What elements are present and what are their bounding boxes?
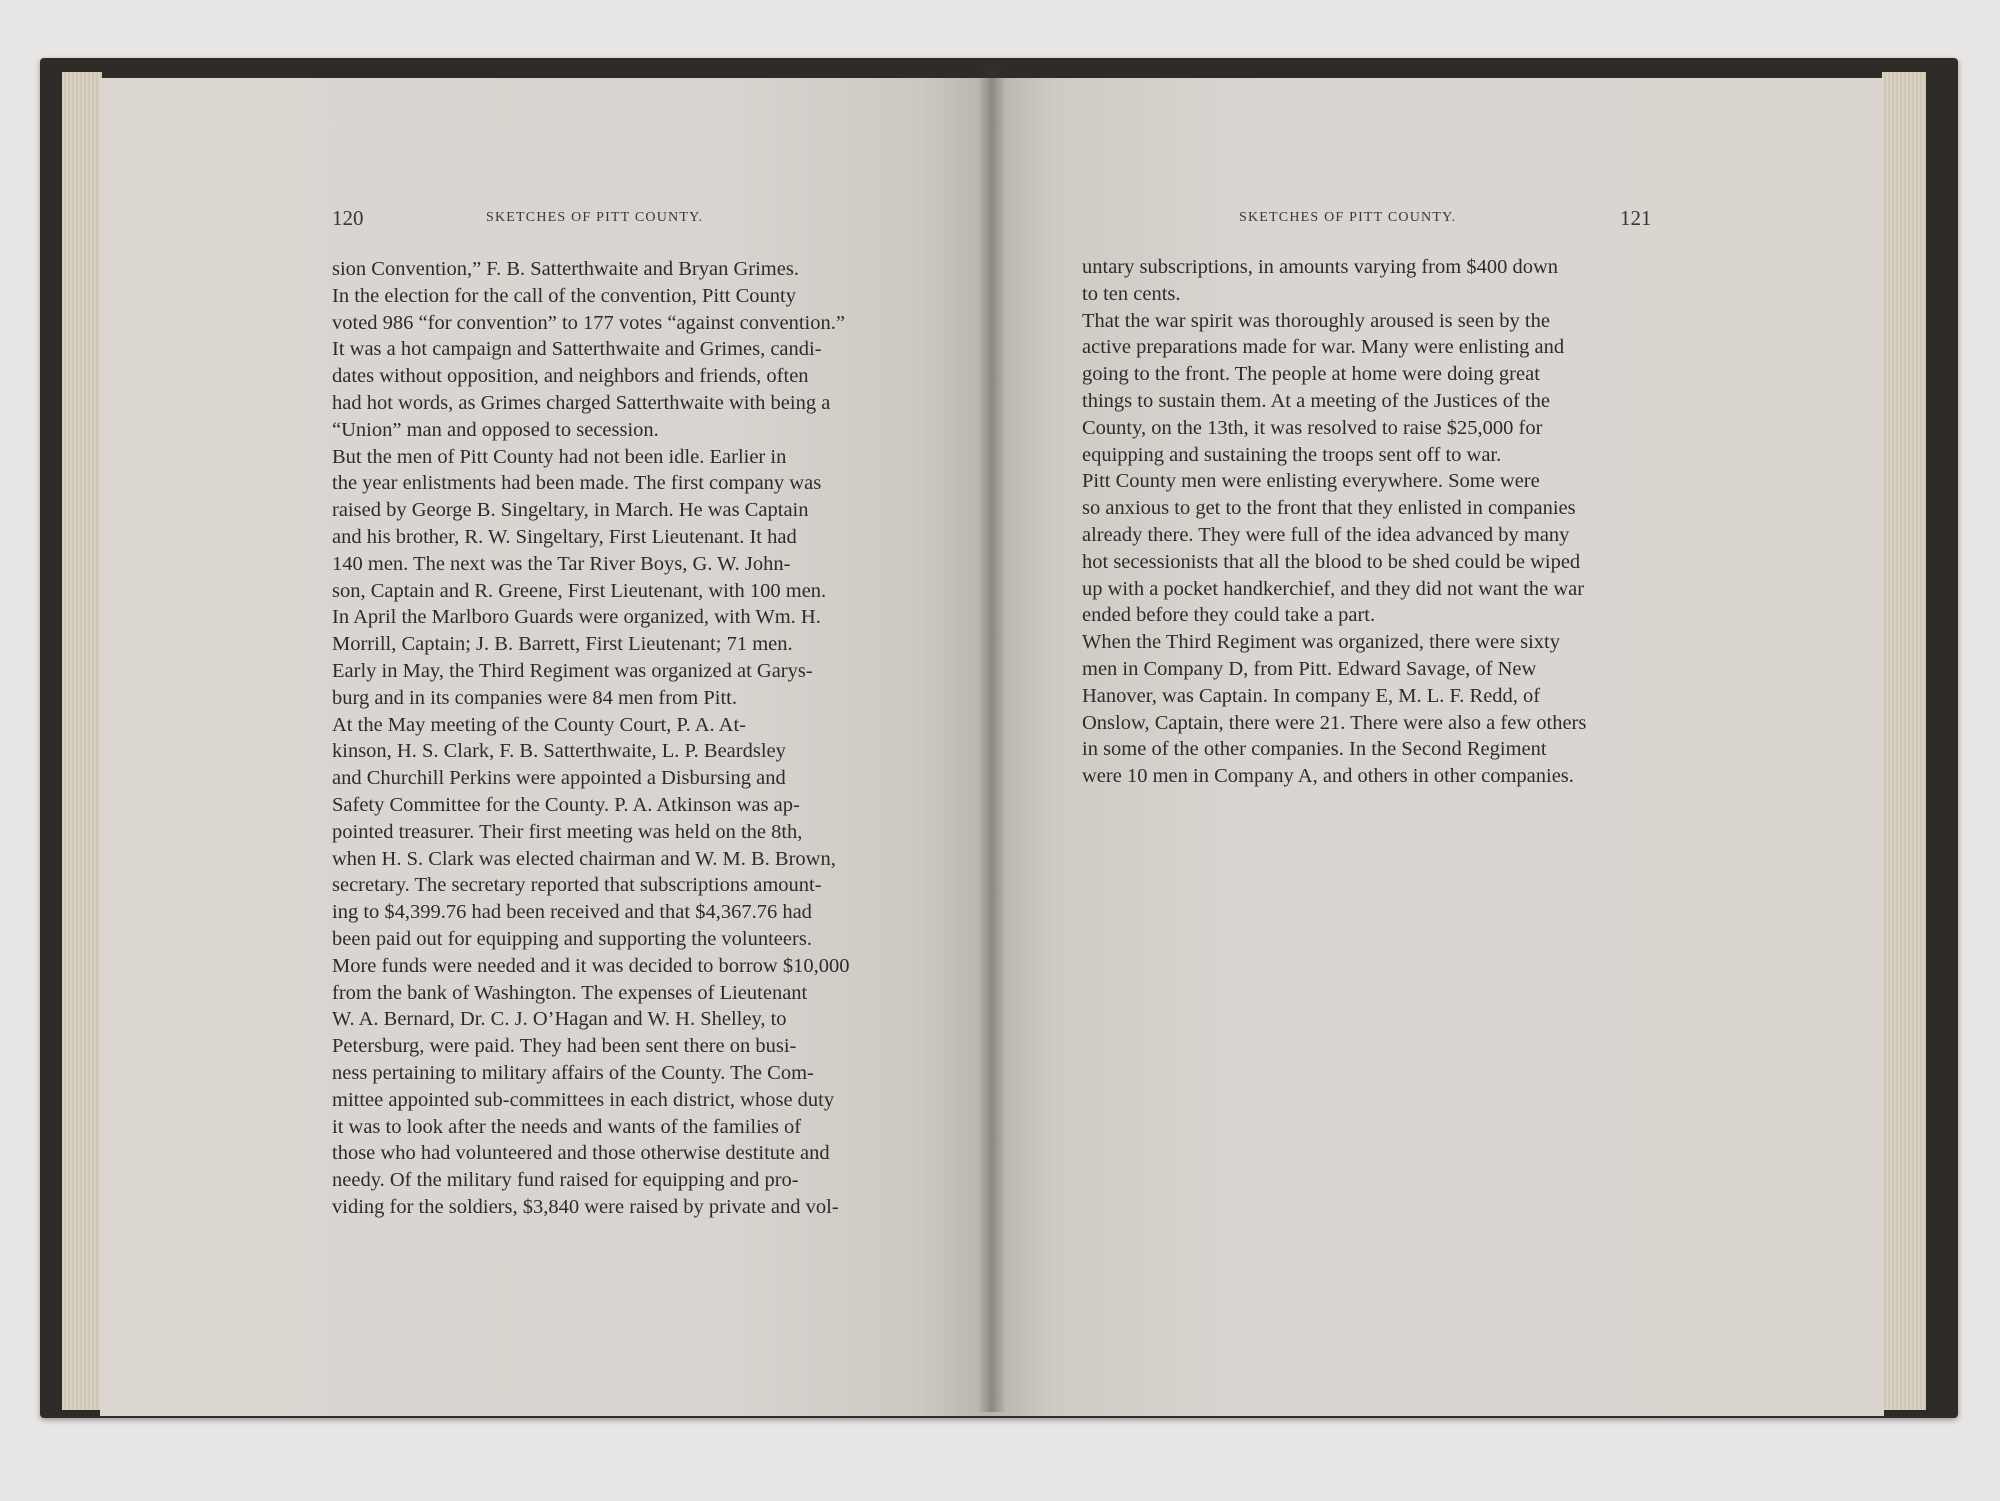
text-line: were 10 men in Company A, and others in other companies. — [1082, 765, 1574, 788]
text-line: up with a pocket handkerchief, and they did not want the war — [1082, 577, 1585, 600]
text-line: mittee appointed sub-committees in each district, whose duty — [332, 1088, 835, 1111]
right-page-header — [992, 206, 1884, 236]
text-line: already there. They were full of the idea advanced by many — [1082, 523, 1570, 546]
text-line: burg and in its companies were 84 men from Pitt. — [332, 686, 737, 709]
text-line: it was to look after the needs and wants of the families of — [332, 1115, 802, 1138]
text-line: That the war spirit was thoroughly aroused is seen by the — [1082, 309, 1550, 332]
text-line: Onslow, Captain, there were 21. There were also a few others — [1082, 711, 1587, 734]
text-line: “Union” man and opposed to secession. — [332, 418, 659, 441]
text-line: More funds were needed and it was decided to borrow $10,000 — [332, 954, 850, 977]
text-line: from the bank of Washington. The expenses of Lieutenant — [332, 981, 808, 1004]
running-head: SKETCHES OF PITT COUNTY. — [1239, 210, 1457, 225]
text-line: Early in May, the Third Regiment was organized at Garys- — [332, 659, 813, 682]
text-line: Hanover, was Captain. In company E, M. L. F. Redd, of — [1082, 684, 1541, 707]
text-line: ness pertaining to military affairs of the County. The Com- — [332, 1061, 814, 1084]
text-line: When the Third Regiment was organized, there were sixty — [1082, 631, 1560, 654]
text-line: In the election for the call of the convention, Pitt County — [332, 284, 796, 307]
text-line: Pitt County men were enlisting everywhere. Some were — [1082, 470, 1540, 493]
text-line: voted 986 “for convention” to 177 votes “against convention.” — [332, 311, 845, 334]
text-line: needy. Of the military fund raised for equipping and pro- — [332, 1169, 799, 1192]
text-line: pointed treasurer. Their first meeting was held on the 8th, — [332, 820, 803, 843]
text-line: when H. S. Clark was elected chairman and W. M. B. Brown, — [332, 847, 836, 870]
right-page-edges — [1882, 72, 1926, 1410]
right-page — [992, 78, 1884, 1416]
text-line: men in Company D, from Pitt. Edward Savage, of New — [1082, 657, 1537, 680]
text-line: ing to $4,399.76 had been received and that $4,367.76 had — [332, 901, 812, 924]
text-line: It was a hot campaign and Satterthwaite and Grimes, candi- — [332, 338, 822, 361]
left-page — [100, 78, 992, 1416]
text-line: going to the front. The people at home were doing great — [1082, 363, 1540, 386]
text-line: those who had volunteered and those otherwise destitute and — [332, 1142, 830, 1165]
text-line: and his brother, R. W. Singeltary, First Lieutenant. It had — [332, 525, 797, 548]
text-line: secretary. The secretary reported that subscriptions amount- — [332, 874, 822, 897]
text-line: raised by George B. Singeltary, in March. He was Captain — [332, 499, 809, 522]
page-number: 120 — [332, 206, 364, 230]
text-line: dates without opposition, and neighbors and friends, often — [332, 365, 809, 388]
text-line: sion Convention,” F. B. Satterthwaite and Bryan Grimes. — [332, 258, 799, 280]
book-gutter — [978, 62, 1006, 1412]
text-line: and Churchill Perkins were appointed a Disbursing and — [332, 767, 786, 790]
text-line: ended before they could take a part. — [1082, 604, 1376, 627]
text-line: untary subscriptions, in amounts varying from $400 down — [1082, 256, 1559, 278]
text-line: hot secessionists that all the blood to be shed could be wiped — [1082, 550, 1581, 573]
page-number: 121 — [1620, 206, 1652, 230]
text-line: so anxious to get to the front that they enlisted in companies — [1082, 497, 1576, 520]
text-line: equipping and sustaining the troops sent off to war. — [1082, 443, 1502, 466]
text-line: At the May meeting of the County Court, P. A. At- — [332, 713, 746, 736]
text-line: Petersburg, were paid. They had been sent there on busi- — [332, 1035, 797, 1058]
text-line: son, Captain and R. Greene, First Lieutenant, with 100 men. — [332, 579, 827, 602]
text-line: had hot words, as Grimes charged Satterthwaite with being a — [332, 391, 831, 414]
running-head: SKETCHES OF PITT COUNTY. — [486, 210, 704, 225]
text-line: But the men of Pitt County had not been idle. Earlier in — [332, 445, 787, 468]
right-page-text — [1082, 254, 1642, 790]
text-line: Safety Committee for the County. P. A. Atkinson was ap- — [332, 793, 800, 816]
text-line: active preparations made for war. Many were enlisting and — [1082, 336, 1565, 359]
left-page-header — [100, 206, 992, 236]
text-line: Morrill, Captain; J. B. Barrett, First Lieutenant; 71 men. — [332, 633, 793, 656]
text-line: In April the Marlboro Guards were organized, with Wm. H. — [332, 606, 821, 629]
text-line: things to sustain them. At a meeting of the Justices of the — [1082, 389, 1551, 412]
left-page-text — [332, 256, 910, 1221]
text-line: been paid out for equipping and supporting the volunteers. — [332, 927, 812, 950]
text-line: 140 men. The next was the Tar River Boys, G. W. John- — [332, 552, 791, 575]
left-page-edges — [62, 72, 102, 1410]
text-line: County, on the 13th, it was resolved to raise $25,000 for — [1082, 416, 1543, 439]
text-line: the year enlistments had been made. The first company was — [332, 472, 822, 495]
text-line: W. A. Bernard, Dr. C. J. O’Hagan and W. H. Shelley, to — [332, 1008, 787, 1031]
text-line: kinson, H. S. Clark, F. B. Satterthwaite, L. P. Beardsley — [332, 740, 786, 763]
text-line: to ten cents. — [1082, 282, 1181, 305]
text-line: viding for the soldiers, $3,840 were raised by private and vol- — [332, 1195, 839, 1218]
text-line: in some of the other companies. In the Second Regiment — [1082, 738, 1547, 761]
